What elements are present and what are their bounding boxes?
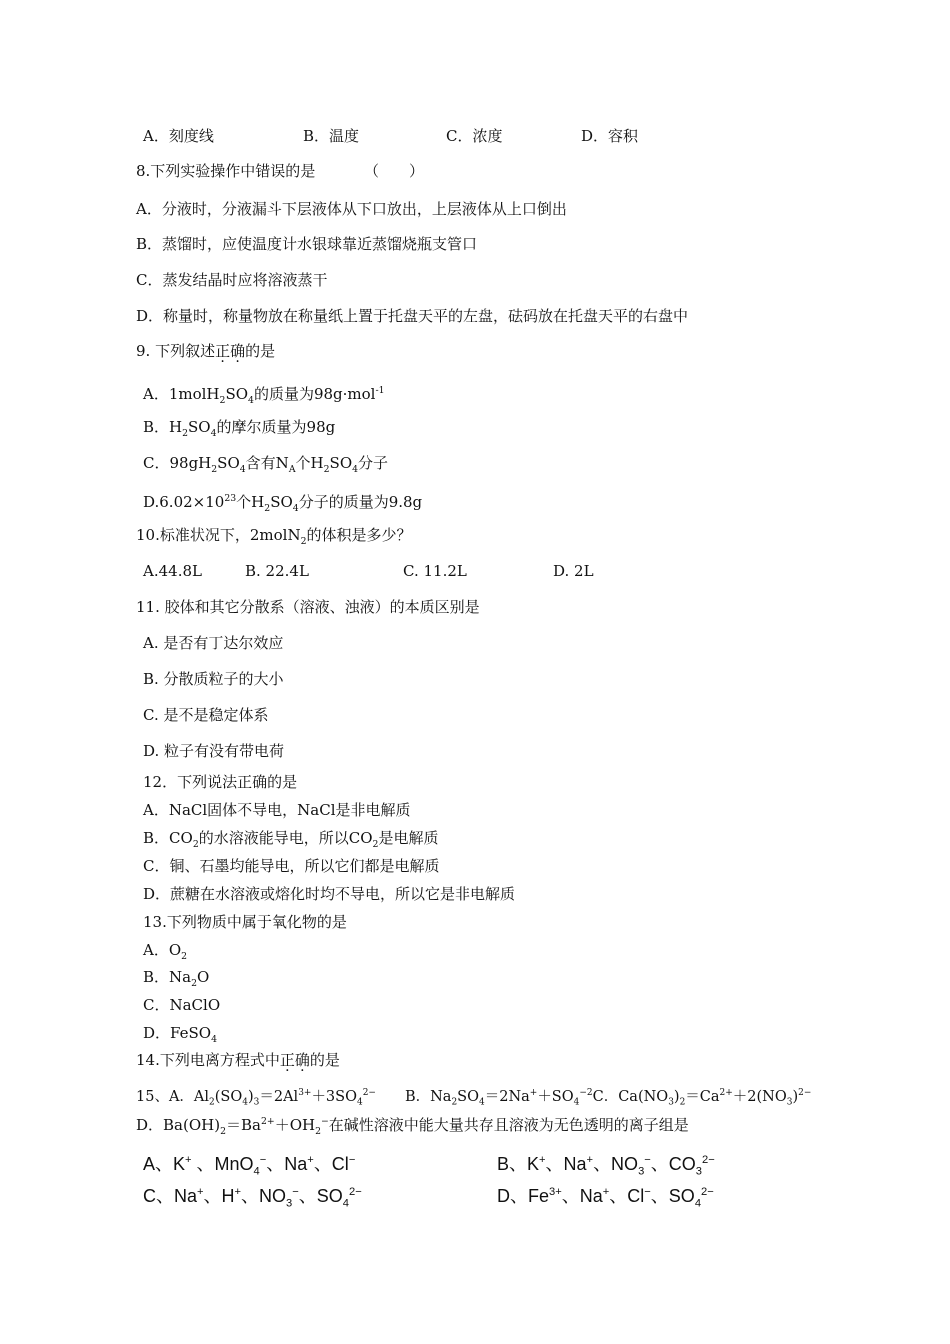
q11-option-b: B. 分散质粒子的大小	[143, 670, 284, 688]
q12-option-a: A．NaCl固体不导电，NaCl是非电解质	[143, 801, 411, 819]
q11-option-c: C. 是不是稳定体系	[143, 706, 269, 724]
ion-option-b: B、K+、Na+、$NO_3^-$、$CO_3^{2-}$	[497, 1154, 715, 1178]
q7-option-c: C．浓度	[446, 127, 503, 145]
q13-option-c: C．NaClO	[143, 996, 221, 1014]
q10-option-b: B. 22.4L	[245, 562, 309, 580]
q8-option-b: B．蒸馏时，应使温度计水银球靠近蒸馏烧瓶支管口	[136, 235, 478, 253]
q15-line-1: 15、A．$Al_2(SO_4)_3=2Al^{3+}+3SO_4^{2-}$ B．$Na_2SO_4=2Na^++SO_4^{-2}C$．$Ca(NO_3)_2=Ca^{2+}+2(NO_3)^{2-}$	[136, 1088, 812, 1108]
q15-line-2: D．$Ba(OH)_2=Ba^{2+}+OH_2^-$在碱性溶液中能大量共存且溶液为无色透明的离子组是	[136, 1116, 689, 1137]
q13-option-a: A．$O_2$	[143, 941, 188, 962]
q11-stem: 11. 胶体和其它分散系（溶液、浊液）的本质区别是	[136, 598, 480, 616]
q9-option-b: B．$H_2SO_4$的摩尔质量为98g	[143, 418, 336, 439]
q13-option-d: D．FeSO$_4$	[143, 1024, 217, 1045]
q10-stem: 10.标准状况下，2molN$_2$的体积是多少？	[136, 526, 412, 547]
q8-option-c: C．蒸发结晶时应将溶液蒸干	[136, 271, 328, 289]
q8-stem: 8.下列实验操作中错误的是 （ ）	[136, 162, 425, 180]
q8-option-a: A．分液时，分液漏斗下层液体从下口放出，上层液体从上口倒出	[136, 200, 567, 218]
q13-option-b: B．$Na_2O$	[143, 968, 210, 989]
ion-option-a: A、K+ 、MnO$_4$−、Na+、Cl−	[143, 1154, 356, 1178]
q12-option-b: B．$CO_2$的水溶液能导电，所以$CO_2$是电解质	[143, 829, 439, 850]
q11-option-d: D. 粒子有没有带电荷	[143, 742, 285, 760]
q10-option-a: A.44.8L	[143, 562, 202, 580]
ion-option-c: C、Na+、H+、$NO_3^-$、$SO_4^{2-}$	[143, 1186, 362, 1210]
q9-option-a: A．$1molH_2SO_4$的质量为98g·mol$^{-1}$	[143, 385, 385, 406]
q13-stem: 13.下列物质中属于氧化物的是	[143, 913, 347, 931]
q7-option-d: D．容积	[581, 127, 639, 145]
q14-stem: 14.下列电离方程式中正确的是	[136, 1051, 340, 1069]
q7-option-b: B．温度	[303, 127, 360, 145]
q10-option-c: C. 11.2L	[403, 562, 467, 580]
q11-option-a: A. 是否有丁达尔效应	[143, 634, 284, 652]
ion-option-d: D、$Fe^{3+}$、Na+、Cl−、$SO_4^{2-}$	[497, 1186, 714, 1210]
q12-option-d: D．蔗糖在水溶液或熔化时均不导电，所以它是非电解质	[143, 885, 516, 903]
q9-option-d: $D.6.02\times 10^{23}$个$H_2SO_4$分子的质量为9.8g	[143, 493, 423, 514]
q7-option-a: A．刻度线	[143, 127, 214, 145]
q12-stem: 12．下列说法正确的是	[143, 773, 298, 791]
q8-option-d: D．称量时，称量物放在称量纸上置于托盘天平的左盘，砝码放在托盘天平的右盘中	[136, 307, 689, 325]
q9-option-c: C．$98gH_2SO_4$含有$N_A$个$H_2SO_4$分子	[143, 454, 389, 475]
q9-stem: 9. 下列叙述正确的是	[136, 342, 276, 360]
q12-option-c: C．铜、石墨均能导电，所以它们都是电解质	[143, 857, 440, 875]
q10-option-d: D. 2L	[553, 562, 594, 580]
